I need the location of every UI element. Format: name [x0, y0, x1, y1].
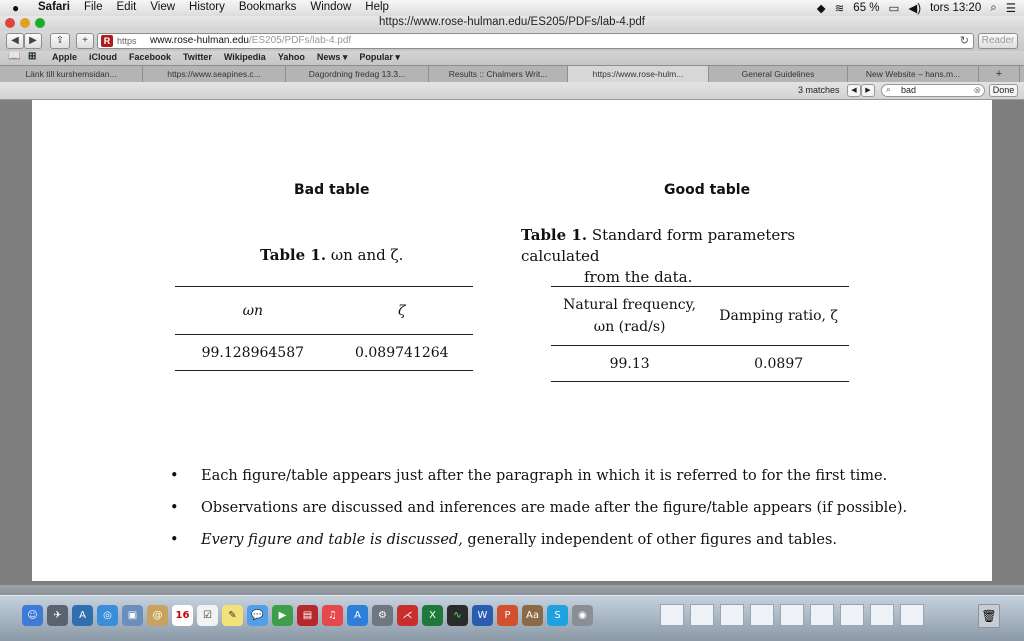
bookmark-yahoo[interactable]: Yahoo — [277, 52, 305, 62]
bookmark-twitter[interactable]: Twitter — [183, 52, 212, 62]
guideline-item — [170, 460, 907, 492]
bad-table-caption — [260, 246, 403, 264]
forward-button[interactable]: ▶ — [24, 33, 42, 49]
menu-file[interactable]: File — [83, 1, 103, 13]
bad-header-omega: ωn — [242, 302, 264, 319]
top-sites-icon[interactable]: ⊞ — [28, 51, 37, 62]
minimized-window[interactable] — [690, 604, 714, 626]
app-store-icon[interactable]: A — [72, 605, 93, 626]
add-tab-icon[interactable]: + — [979, 66, 1020, 82]
browser-toolbar — [0, 31, 1024, 51]
back-button[interactable]: ◀ — [6, 33, 24, 49]
menu-app-name[interactable]: Safari — [38, 1, 70, 13]
menu-edit[interactable]: Edit — [116, 1, 137, 13]
https-badge: https — [117, 36, 137, 46]
tab-7[interactable]: New Website – hans.m... — [848, 66, 979, 82]
window-title-bar — [0, 16, 1024, 31]
good-table-caption — [521, 225, 861, 288]
magnifier-icon: ⌕ — [886, 84, 892, 94]
calendar-icon[interactable]: 16 — [172, 605, 193, 626]
trash-icon[interactable]: 🗑 — [978, 604, 1000, 628]
find-next-button[interactable]: ▶ — [861, 84, 875, 97]
find-search-field[interactable] — [881, 84, 985, 97]
menu-window[interactable]: Window — [310, 1, 352, 13]
minimize-window-button[interactable] — [20, 18, 30, 28]
bookmark-facebook[interactable]: Facebook — [129, 52, 172, 62]
tab-4[interactable]: Results :: Chalmers Writ... — [429, 66, 568, 82]
battery-icon[interactable]: ▭ — [888, 3, 900, 15]
messages-icon[interactable]: 💬 — [247, 605, 268, 626]
status-area — [817, 1, 1016, 15]
guideline-text-1: Each figure/table appears just after the paragraph in which it is referred to for the first time. — [201, 468, 888, 484]
bookmark-icloud[interactable]: iCloud — [89, 52, 118, 62]
share-button[interactable]: ⇪ — [50, 33, 70, 49]
good-header1-line2: ωn (rad/s) — [593, 319, 666, 335]
finder-icon[interactable]: ☺ — [22, 605, 43, 626]
url-path: /ES205/PDFs/lab-4.pdf — [248, 35, 352, 46]
good-caption-line2: from the data. — [584, 268, 693, 286]
wifi-icon[interactable]: ≋ — [834, 3, 845, 15]
good-header-frequency — [551, 287, 708, 346]
url-host: www.rose-hulman.edu — [150, 35, 249, 46]
bullet-icon: • — [170, 500, 179, 516]
tab-2[interactable]: https://www.seapines.c... — [143, 66, 286, 82]
minimized-window[interactable] — [810, 604, 834, 626]
good-caption-label: Table 1. — [521, 226, 588, 244]
guideline-item — [170, 524, 907, 556]
bad-value-omega: 99.128964587 — [201, 344, 305, 361]
pdf-page — [32, 100, 992, 581]
minimized-window[interactable] — [900, 604, 924, 626]
powerpoint-icon[interactable]: P — [497, 605, 518, 626]
close-window-button[interactable] — [5, 18, 15, 28]
dock-minimized-windows — [660, 604, 924, 626]
tab-6[interactable]: General Guidelines — [709, 66, 848, 82]
spotlight-icon[interactable]: ⌕ — [990, 1, 997, 14]
menu-bar — [0, 0, 1024, 17]
find-query: bad — [901, 85, 917, 95]
minimized-window[interactable] — [840, 604, 864, 626]
excel-icon[interactable]: X — [422, 605, 443, 626]
tab-3[interactable]: Dagordning fredag 13.3... — [286, 66, 429, 82]
settings-icon[interactable]: ◉ — [572, 605, 593, 626]
menu-view[interactable]: View — [150, 1, 176, 13]
pdf-viewer[interactable] — [0, 100, 1024, 585]
menu-items — [38, 1, 389, 13]
tab-1[interactable]: Länk till kurshemsidan... — [0, 66, 143, 82]
tab-5-active[interactable]: https://www.rose-hulm... — [568, 66, 709, 82]
url-text — [150, 34, 351, 48]
word-icon[interactable]: W — [472, 605, 493, 626]
photo-booth-icon[interactable]: ▤ — [297, 605, 318, 626]
minimized-window[interactable] — [660, 604, 684, 626]
battery-percent[interactable]: 65 % — [853, 2, 880, 14]
launchpad-icon[interactable]: ✈ — [47, 605, 68, 626]
bookmark-wikipedia[interactable]: Wikipedia — [223, 52, 266, 62]
good-header-damping: Damping ratio, ζ — [719, 308, 839, 324]
guideline-text-3-rest: generally independent of other figures and tables. — [462, 532, 838, 548]
good-value-frequency: 99.13 — [609, 355, 650, 372]
contacts-icon[interactable]: @ — [147, 605, 168, 626]
minimized-window[interactable] — [780, 604, 804, 626]
bad-table — [175, 286, 473, 371]
zoom-window-button[interactable] — [35, 18, 45, 28]
good-value-damping: 0.0897 — [754, 355, 804, 372]
itunes-icon[interactable]: ♫ — [322, 605, 343, 626]
bookmark-news[interactable]: News ▾ — [316, 52, 348, 62]
find-previous-button[interactable]: ◀ — [847, 84, 861, 97]
bad-header-zeta: ζ — [398, 302, 406, 319]
volume-icon[interactable]: ◀) — [908, 3, 922, 15]
reload-icon[interactable]: ↻ — [959, 35, 969, 47]
minimized-window[interactable] — [870, 604, 894, 626]
window-title: https://www.rose-hulman.edu/ES205/PDFs/lab-4.pdf — [379, 16, 645, 28]
address-bar[interactable] — [97, 33, 974, 49]
skype-icon[interactable]: S — [547, 605, 568, 626]
menu-help[interactable]: Help — [365, 1, 389, 13]
new-tab-button[interactable]: + — [76, 33, 94, 49]
bad-table-heading: Bad table — [294, 182, 370, 198]
reader-button[interactable]: Reader — [978, 33, 1018, 49]
find-match-count: 3 matches — [798, 85, 840, 95]
find-done-button[interactable]: Done — [989, 84, 1018, 97]
guideline-item — [170, 492, 907, 524]
good-table-heading: Good table — [664, 182, 751, 198]
find-bar — [0, 82, 1024, 100]
clock[interactable]: tors 13:20 — [930, 2, 982, 14]
reminders-icon[interactable]: ☑ — [197, 605, 218, 626]
notes-icon[interactable]: ✎ — [222, 605, 243, 626]
minimized-window[interactable] — [750, 604, 774, 626]
good-caption-line1: Standard form parameters calculated — [521, 226, 796, 265]
activity-monitor-icon[interactable]: ∿ — [447, 605, 468, 626]
bullet-icon: • — [170, 468, 179, 484]
preview-icon[interactable]: ▣ — [122, 605, 143, 626]
tab-bar — [0, 65, 1024, 83]
bad-value-zeta: 0.089741264 — [355, 344, 449, 361]
bad-caption-text: ωn and ζ. — [330, 246, 404, 264]
good-header1-line1: Natural frequency, — [563, 297, 697, 313]
acrobat-icon[interactable]: ⋌ — [397, 605, 418, 626]
reading-list-icon[interactable]: 📖 — [8, 51, 21, 62]
bookmarks-bar — [0, 51, 1024, 65]
dropbox-icon[interactable]: ◆ — [816, 3, 826, 15]
site-favicon-icon: R — [101, 35, 113, 47]
guideline-text-2: Observations are discussed and inferences are made after the figure/table appears (if possible). — [201, 500, 908, 516]
good-table — [551, 286, 849, 382]
menu-bookmarks[interactable]: Bookmarks — [238, 1, 297, 13]
notification-icon[interactable]: ☰ — [1005, 3, 1016, 15]
dock — [22, 605, 593, 626]
system-preferences-icon[interactable]: ⚙ — [372, 605, 393, 626]
dictionary-icon[interactable]: Aa — [522, 605, 543, 626]
app-store-2-icon[interactable]: A — [347, 605, 368, 626]
bookmark-popular[interactable]: Popular ▾ — [359, 52, 400, 62]
bullet-icon: • — [170, 532, 179, 548]
safari-icon[interactable]: ◎ — [97, 605, 118, 626]
facetime-icon[interactable]: ▶ — [272, 605, 293, 626]
minimized-window[interactable] — [720, 604, 744, 626]
bad-caption-label: Table 1. — [260, 246, 327, 264]
clear-search-icon[interactable]: ⊗ — [973, 85, 981, 95]
guideline-list — [170, 460, 907, 556]
guideline-text-3-italic: Every figure and table is discussed, — [201, 532, 463, 548]
apple-menu-icon[interactable]: ● — [12, 1, 20, 15]
menu-history[interactable]: History — [189, 1, 225, 13]
window-controls — [5, 18, 45, 28]
bookmark-apple[interactable]: Apple — [52, 52, 78, 62]
